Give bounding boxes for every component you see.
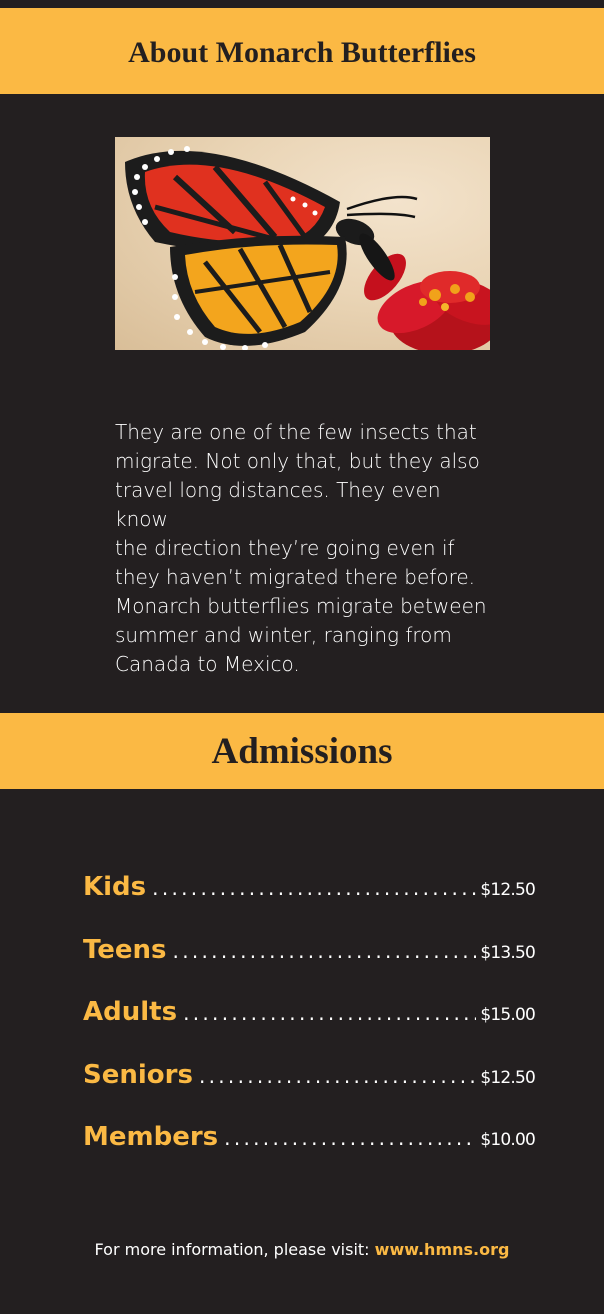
footer-prefix: For more information, please visit: (94, 1240, 370, 1259)
butterfly-icon (125, 146, 417, 350)
price-label: Members (83, 1122, 219, 1152)
price-row-seniors (83, 1060, 535, 1123)
price-value: $12.50 (480, 880, 535, 900)
price-value: $15.00 (480, 1005, 535, 1025)
top-edge (0, 0, 604, 8)
price-value: $10.00 (480, 1130, 535, 1150)
about-line: Monarch butterflies migrate between (115, 594, 487, 618)
admissions-title: Admissions (211, 730, 393, 772)
about-line: migrate. Not only that, but they also (115, 449, 480, 473)
monarch-butterfly-photo (115, 137, 490, 350)
about-line: they haven’t migrated there before. (115, 565, 476, 589)
price-row-adults (83, 997, 535, 1060)
about-description (115, 418, 495, 679)
about-line: They are one of the few insects that (115, 420, 477, 444)
price-value: $12.50 (480, 1067, 535, 1088)
dot-leader (224, 1126, 476, 1150)
website-link[interactable]: www.hmns.org (374, 1240, 510, 1259)
price-label: Adults (83, 997, 178, 1027)
price-row-kids (83, 872, 535, 935)
price-value: $13.50 (480, 942, 535, 963)
price-label: Seniors (83, 1059, 193, 1090)
dot-leader (173, 939, 477, 963)
about-line: Canada to Mexico. (115, 652, 300, 676)
price-row-members (83, 1122, 535, 1185)
admissions-banner (0, 713, 604, 789)
price-label: Teens (83, 934, 167, 965)
about-line: the direction they’re going even if (115, 536, 455, 560)
price-list (83, 872, 535, 1185)
about-line: summer and winter, ranging from (115, 623, 452, 647)
about-title: About Monarch Butterflies (128, 36, 476, 69)
about-banner (0, 8, 604, 94)
about-line: travel long distances. They even know (115, 478, 441, 531)
dot-leader (152, 876, 476, 900)
footer-note (0, 1240, 604, 1259)
price-row-teens (83, 935, 535, 998)
dot-leader (183, 1001, 476, 1025)
price-label: Kids (83, 872, 147, 902)
dot-leader (199, 1064, 476, 1088)
